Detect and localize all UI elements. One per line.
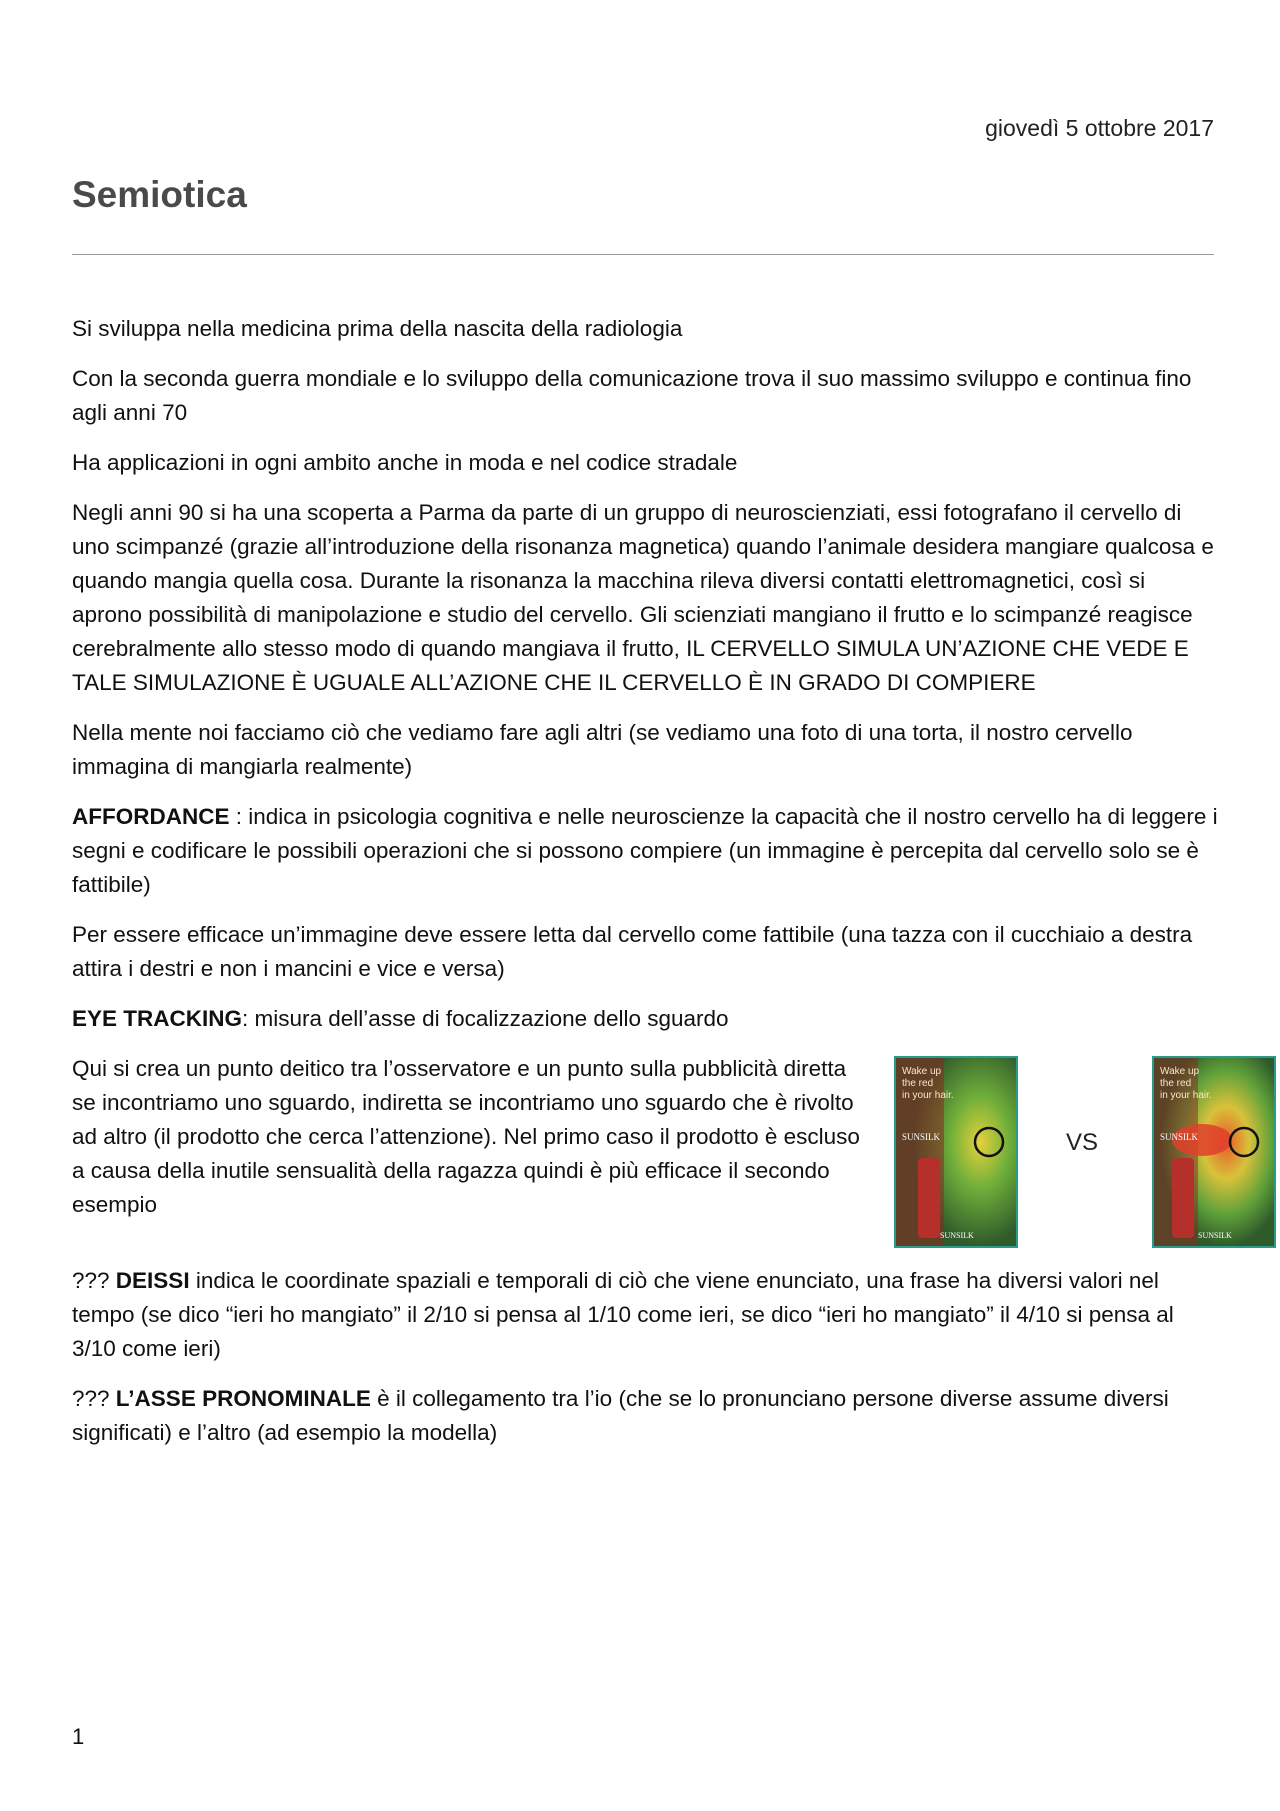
term-eye-tracking: EYE TRACKING bbox=[72, 1006, 243, 1031]
page-title: Semiotica bbox=[72, 174, 247, 215]
ad-headline-line3: in your hair. bbox=[902, 1090, 954, 1101]
paragraph-parma-discovery: Negli anni 90 si ha una scoperta a Parma da parte di un gruppo di neuroscienziati, essi fotografano il cervello di uno scimpanzé (grazie all’introduzione della risonanza magnetica) quando l’animale desidera mangiare qualcosa e quando mangia quella cosa. Durante la risonanza la macchina rileva diversi contatti elettromagnetici, così si aprono possibilità di manipolazione e studio del cervello. Gli scienziati mangiano il frutto e lo scimpanzé reagisce cerebralmente allo stesso modo di quando mangiava il frutto, IL CERVELLO SIMULA UN’AZIONE CHE VEDE E TALE SIMULAZIONE È UGUALE ALL’AZIONE CHE IL CERVELLO È IN GRADO DI COMPIERE bbox=[72, 500, 1214, 695]
deissi-prefix: ??? bbox=[72, 1268, 116, 1293]
ad-brand-bottom: SUNSILK bbox=[1198, 1231, 1232, 1240]
paragraph-efficacy: Per essere efficace un’immagine deve essere letta dal cervello come fattibile (una tazza con il cucchiaio a destra attira i destri e non i mancini e vice e versa) bbox=[72, 922, 1193, 981]
eye-tracking-example bbox=[72, 1052, 1232, 1248]
heatmap-ad-indirect-gaze bbox=[1152, 1056, 1276, 1248]
paragraph-asse-pronominale bbox=[72, 1382, 1220, 1450]
paragraph-history: Con la seconda guerra mondiale e lo sviluppo della comunicazione trova il suo massimo sviluppo e continua fino agli anni 70 bbox=[72, 366, 1192, 425]
asse-definition: è il collegamento tra l’io (che se lo pronunciano persone diverse assume diversi significati) e l’altro (ad esempio la modella) bbox=[72, 1386, 1169, 1445]
ad-headline-line1: Wake up bbox=[902, 1066, 942, 1077]
page-number: 1 bbox=[72, 1724, 85, 1749]
deissi-definition: indica le coordinate spaziali e temporali di ciò che viene enunciato, una frase ha diversi valori nel tempo (se dico “ieri ho mangiato” il 2/10 si pensa al 1/10 come ieri, se dico “ieri ho mangiato” il 4/10 si pensa al 3/10 come ieri) bbox=[72, 1268, 1174, 1361]
document-body bbox=[72, 312, 1232, 1466]
term-deissi: DEISSI bbox=[115, 1268, 190, 1293]
paragraph-origin: Si sviluppa nella medicina prima della nascita della radiologia bbox=[72, 316, 683, 341]
ad-headline-line1: Wake up bbox=[1160, 1066, 1200, 1077]
versus-label: VS bbox=[1066, 1129, 1099, 1156]
title-divider bbox=[72, 254, 1214, 255]
eye-tracking-definition: : misura dell’asse di focalizzazione dello sguardo bbox=[242, 1006, 729, 1031]
document-date: giovedì 5 ottobre 2017 bbox=[985, 115, 1214, 141]
paragraph-applications: Ha applicazioni in ogni ambito anche in moda e nel codice stradale bbox=[72, 450, 738, 475]
asse-prefix: ??? bbox=[72, 1386, 116, 1411]
ad-brand-bottom: SUNSILK bbox=[940, 1231, 974, 1240]
paragraph-deissi bbox=[72, 1264, 1220, 1366]
term-asse-pronominale: L’ASSE PRONOMINALE bbox=[115, 1386, 371, 1411]
ad-brand: SUNSILK bbox=[902, 1132, 941, 1142]
paragraph-affordance bbox=[72, 800, 1220, 902]
affordance-definition: : indica in psicologia cognitiva e nelle neuroscienze la capacità che il nostro cervello ha di leggere i segni e codificare le possibili operazioni che si possono compiere (un immagine è percepita dal cervello solo se è fattibile) bbox=[72, 804, 1218, 897]
ad-headline-line2: the red bbox=[1160, 1078, 1192, 1089]
paragraph-eye-tracking bbox=[72, 1002, 1220, 1036]
ad-headline-line3: in your hair. bbox=[1160, 1090, 1212, 1101]
ad-brand: SUNSILK bbox=[1160, 1132, 1199, 1142]
heatmap-ad-direct-gaze bbox=[894, 1056, 1018, 1248]
eye-tracking-figure bbox=[894, 1056, 1276, 1248]
paragraph-mind-simulation: Nella mente noi facciamo ciò che vediamo fare agli altri (se vediamo una foto di una torta, il nostro cervello immagina di mangiarla realmente) bbox=[72, 720, 1133, 779]
term-affordance: AFFORDANCE bbox=[72, 804, 230, 829]
ad-headline-line2: the red bbox=[902, 1078, 934, 1089]
paragraph-deictic-point: Qui si crea un punto deitico tra l’osservatore e un punto sulla pubblicità diretta se incontriamo uno sguardo, indiretta se incontriamo uno sguardo che è rivolto ad altro (il prodotto che cerca l’attenzione). Nel primo caso il prodotto è escluso a causa della inutile sensualità della ragazza quindi è più efficace il secondo esempio bbox=[72, 1056, 860, 1217]
